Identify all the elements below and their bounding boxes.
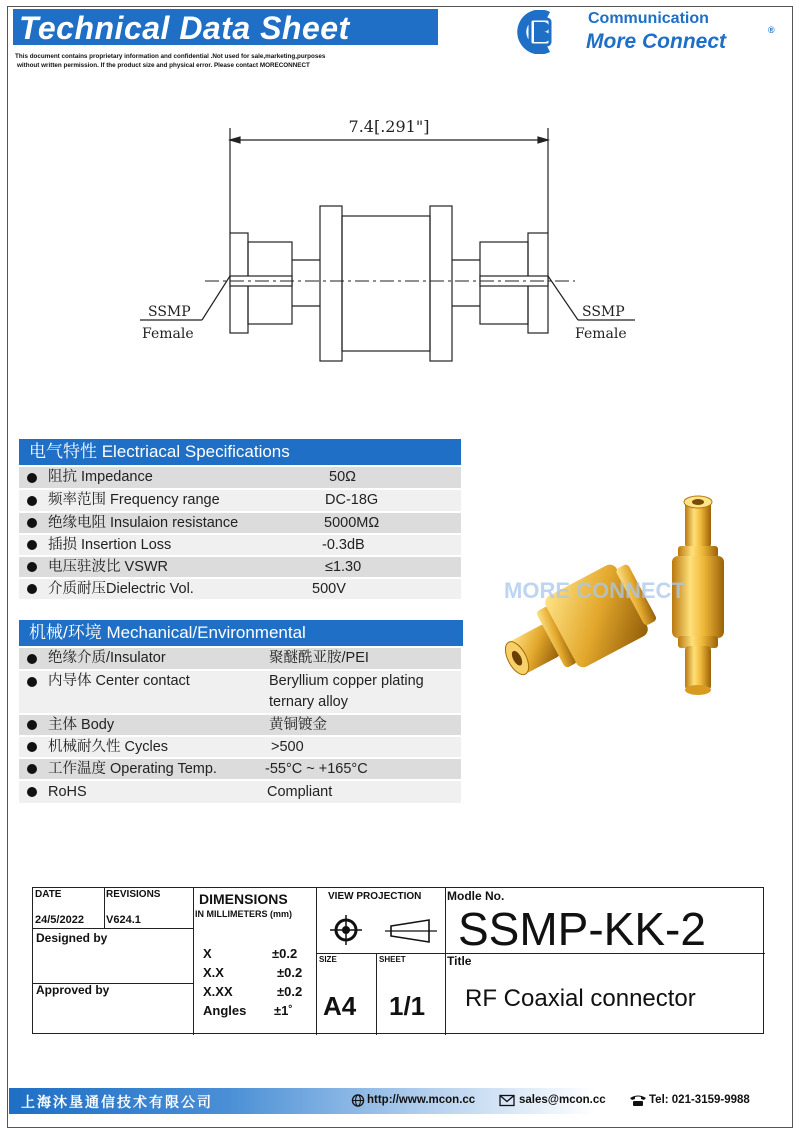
left-end-gender-label: Female — [142, 326, 194, 342]
registered-mark: ® — [768, 25, 775, 35]
spec-row — [19, 757, 461, 779]
tolerance-value: ±0.2 — [277, 965, 303, 980]
footer-bar — [9, 1088, 791, 1114]
dimensions-unit-label: IN MILLIMETERS (mm) — [195, 909, 292, 919]
disclaimer-line-2: without written permission. If the product size and physical error. Please contact MORECONNECT — [17, 62, 310, 69]
spec-label: 绝缘电阻 Insulaion resistance — [48, 515, 239, 531]
spec-label: 工作温度 Operating Temp. — [48, 761, 217, 777]
email-link[interactable]: sales@mcon.cc — [519, 1094, 606, 1106]
spec-row — [19, 713, 461, 735]
date-value: 24/5/2022 — [35, 914, 84, 926]
bullet-icon — [27, 496, 37, 506]
spec-value: -55°C ~ +165°C — [265, 761, 368, 777]
size-value: A4 — [323, 991, 357, 1021]
electrical-spec-table — [19, 465, 461, 599]
spec-value: >500 — [271, 739, 304, 755]
spec-row — [19, 465, 461, 488]
bullet-icon — [27, 742, 37, 752]
spec-value: 聚醚酰亚胺/PEI — [269, 650, 369, 666]
spec-label: RoHS — [48, 784, 87, 800]
spec-label: 电压驻波比 VSWR — [48, 559, 169, 575]
projection-cone-icon — [385, 918, 437, 944]
spec-row — [19, 511, 461, 533]
spec-row — [19, 533, 461, 555]
overall-length-dimension: 7.4[.291"] — [348, 117, 430, 136]
spec-value: Compliant — [267, 784, 333, 800]
bullet-icon — [27, 518, 37, 528]
mechanical-spec-table — [19, 646, 461, 803]
tolerance-key: Angles — [203, 1003, 247, 1018]
spec-label: 内导体 Center contact — [48, 673, 190, 689]
globe-icon — [351, 1094, 365, 1107]
bullet-icon — [27, 764, 37, 774]
approved-by-label: Approved by — [36, 983, 110, 997]
brand-line-1: Communication — [588, 10, 709, 27]
bullet-icon — [27, 677, 37, 687]
phone-icon — [629, 1094, 647, 1107]
document-title-banner — [13, 9, 438, 45]
spec-row — [19, 669, 461, 713]
spec-value: 黄铜镀金 — [269, 717, 327, 733]
spec-row — [19, 488, 461, 511]
brand-line-2: More Connect — [586, 30, 727, 53]
spec-label: 阻抗 Impedance — [48, 469, 153, 485]
sheet-label: SHEET — [379, 955, 406, 964]
website-link[interactable]: http://www.mcon.cc — [367, 1094, 476, 1106]
mail-icon — [499, 1094, 515, 1107]
title-block — [32, 887, 764, 1034]
watermark-text: MORE CONNECT — [504, 578, 685, 603]
tolerance-key: X.XX — [203, 984, 233, 999]
dimensions-label: DIMENSIONS — [199, 891, 288, 907]
bullet-icon — [27, 584, 37, 594]
revisions-value: V624.1 — [106, 914, 141, 926]
spec-value: 50Ω — [329, 469, 356, 485]
bullet-icon — [27, 787, 37, 797]
model-number-value: SSMP-KK-2 — [458, 903, 706, 955]
disclaimer-line-1: This document contains proprietary information and confidential .Not used for sale,marketing,purposes — [15, 53, 326, 60]
spec-row — [19, 735, 461, 757]
date-label: DATE — [35, 889, 62, 900]
bullet-icon — [27, 654, 37, 664]
spec-value: 5000MΩ — [324, 515, 380, 531]
right-end-type-label: SSMP — [582, 304, 625, 320]
right-end-gender-label: Female — [575, 326, 627, 342]
tolerance-value: ±0.2 — [277, 984, 303, 999]
tolerance-value: ±1˚ — [274, 1003, 293, 1018]
spec-value: ≤1.30 — [325, 559, 362, 575]
spec-value-continued: ternary alloy — [269, 694, 348, 710]
spec-value: DC-18G — [325, 492, 379, 508]
connector-drawing — [130, 108, 650, 388]
left-end-type-label: SSMP — [148, 304, 191, 320]
spec-row — [19, 577, 461, 599]
bullet-icon — [27, 473, 37, 483]
revisions-label: REVISIONS — [106, 889, 161, 900]
sheet-value: 1/1 — [389, 991, 426, 1021]
title-label: Title — [447, 954, 472, 968]
spec-value: -0.3dB — [322, 537, 365, 553]
bullet-icon — [27, 562, 37, 572]
spec-row — [19, 779, 461, 803]
electrical-spec-heading: 电气特性 Electriacal Specifications — [19, 439, 461, 465]
spec-row — [19, 646, 461, 669]
spec-label: 主体 Body — [48, 717, 115, 733]
size-label: SIZE — [319, 955, 337, 964]
spec-label: 频率范围 Frequency range — [48, 492, 220, 508]
document-title: Technical Data Sheet — [19, 10, 350, 46]
bullet-icon — [27, 540, 37, 550]
title-value: RF Coaxial connector — [465, 985, 696, 1012]
model-number-label: Modle No. — [447, 889, 505, 903]
bullet-icon — [27, 720, 37, 730]
projection-circle-icon — [329, 914, 365, 946]
product-photo — [480, 480, 780, 750]
phone-number: Tel: 021-3159-9988 — [649, 1094, 750, 1106]
spec-label: 机械耐久性 Cycles — [48, 739, 169, 755]
view-projection-label: VIEW PROJECTION — [328, 891, 422, 902]
spec-label: 介质耐压Dielectric Vol. — [48, 581, 194, 597]
tolerance-value: ±0.2 — [272, 946, 298, 961]
spec-value: 500V — [312, 581, 346, 597]
company-name: 上海沐垦通信技术有限公司 — [21, 1094, 213, 1110]
spec-label: 插损 Insertion Loss — [48, 537, 172, 553]
spec-row — [19, 555, 461, 577]
mechanical-spec-heading: 机械/环境 Mechanical/Environmental — [19, 620, 463, 646]
spec-label: 绝缘介质/Insulator — [48, 650, 166, 666]
tolerance-key: X — [203, 946, 212, 961]
spec-value: Beryllium copper plating — [269, 673, 424, 689]
company-logo-icon — [508, 10, 560, 54]
designed-by-label: Designed by — [36, 931, 108, 945]
confidentiality-notice — [15, 52, 455, 70]
tolerance-key: X.X — [203, 965, 224, 980]
